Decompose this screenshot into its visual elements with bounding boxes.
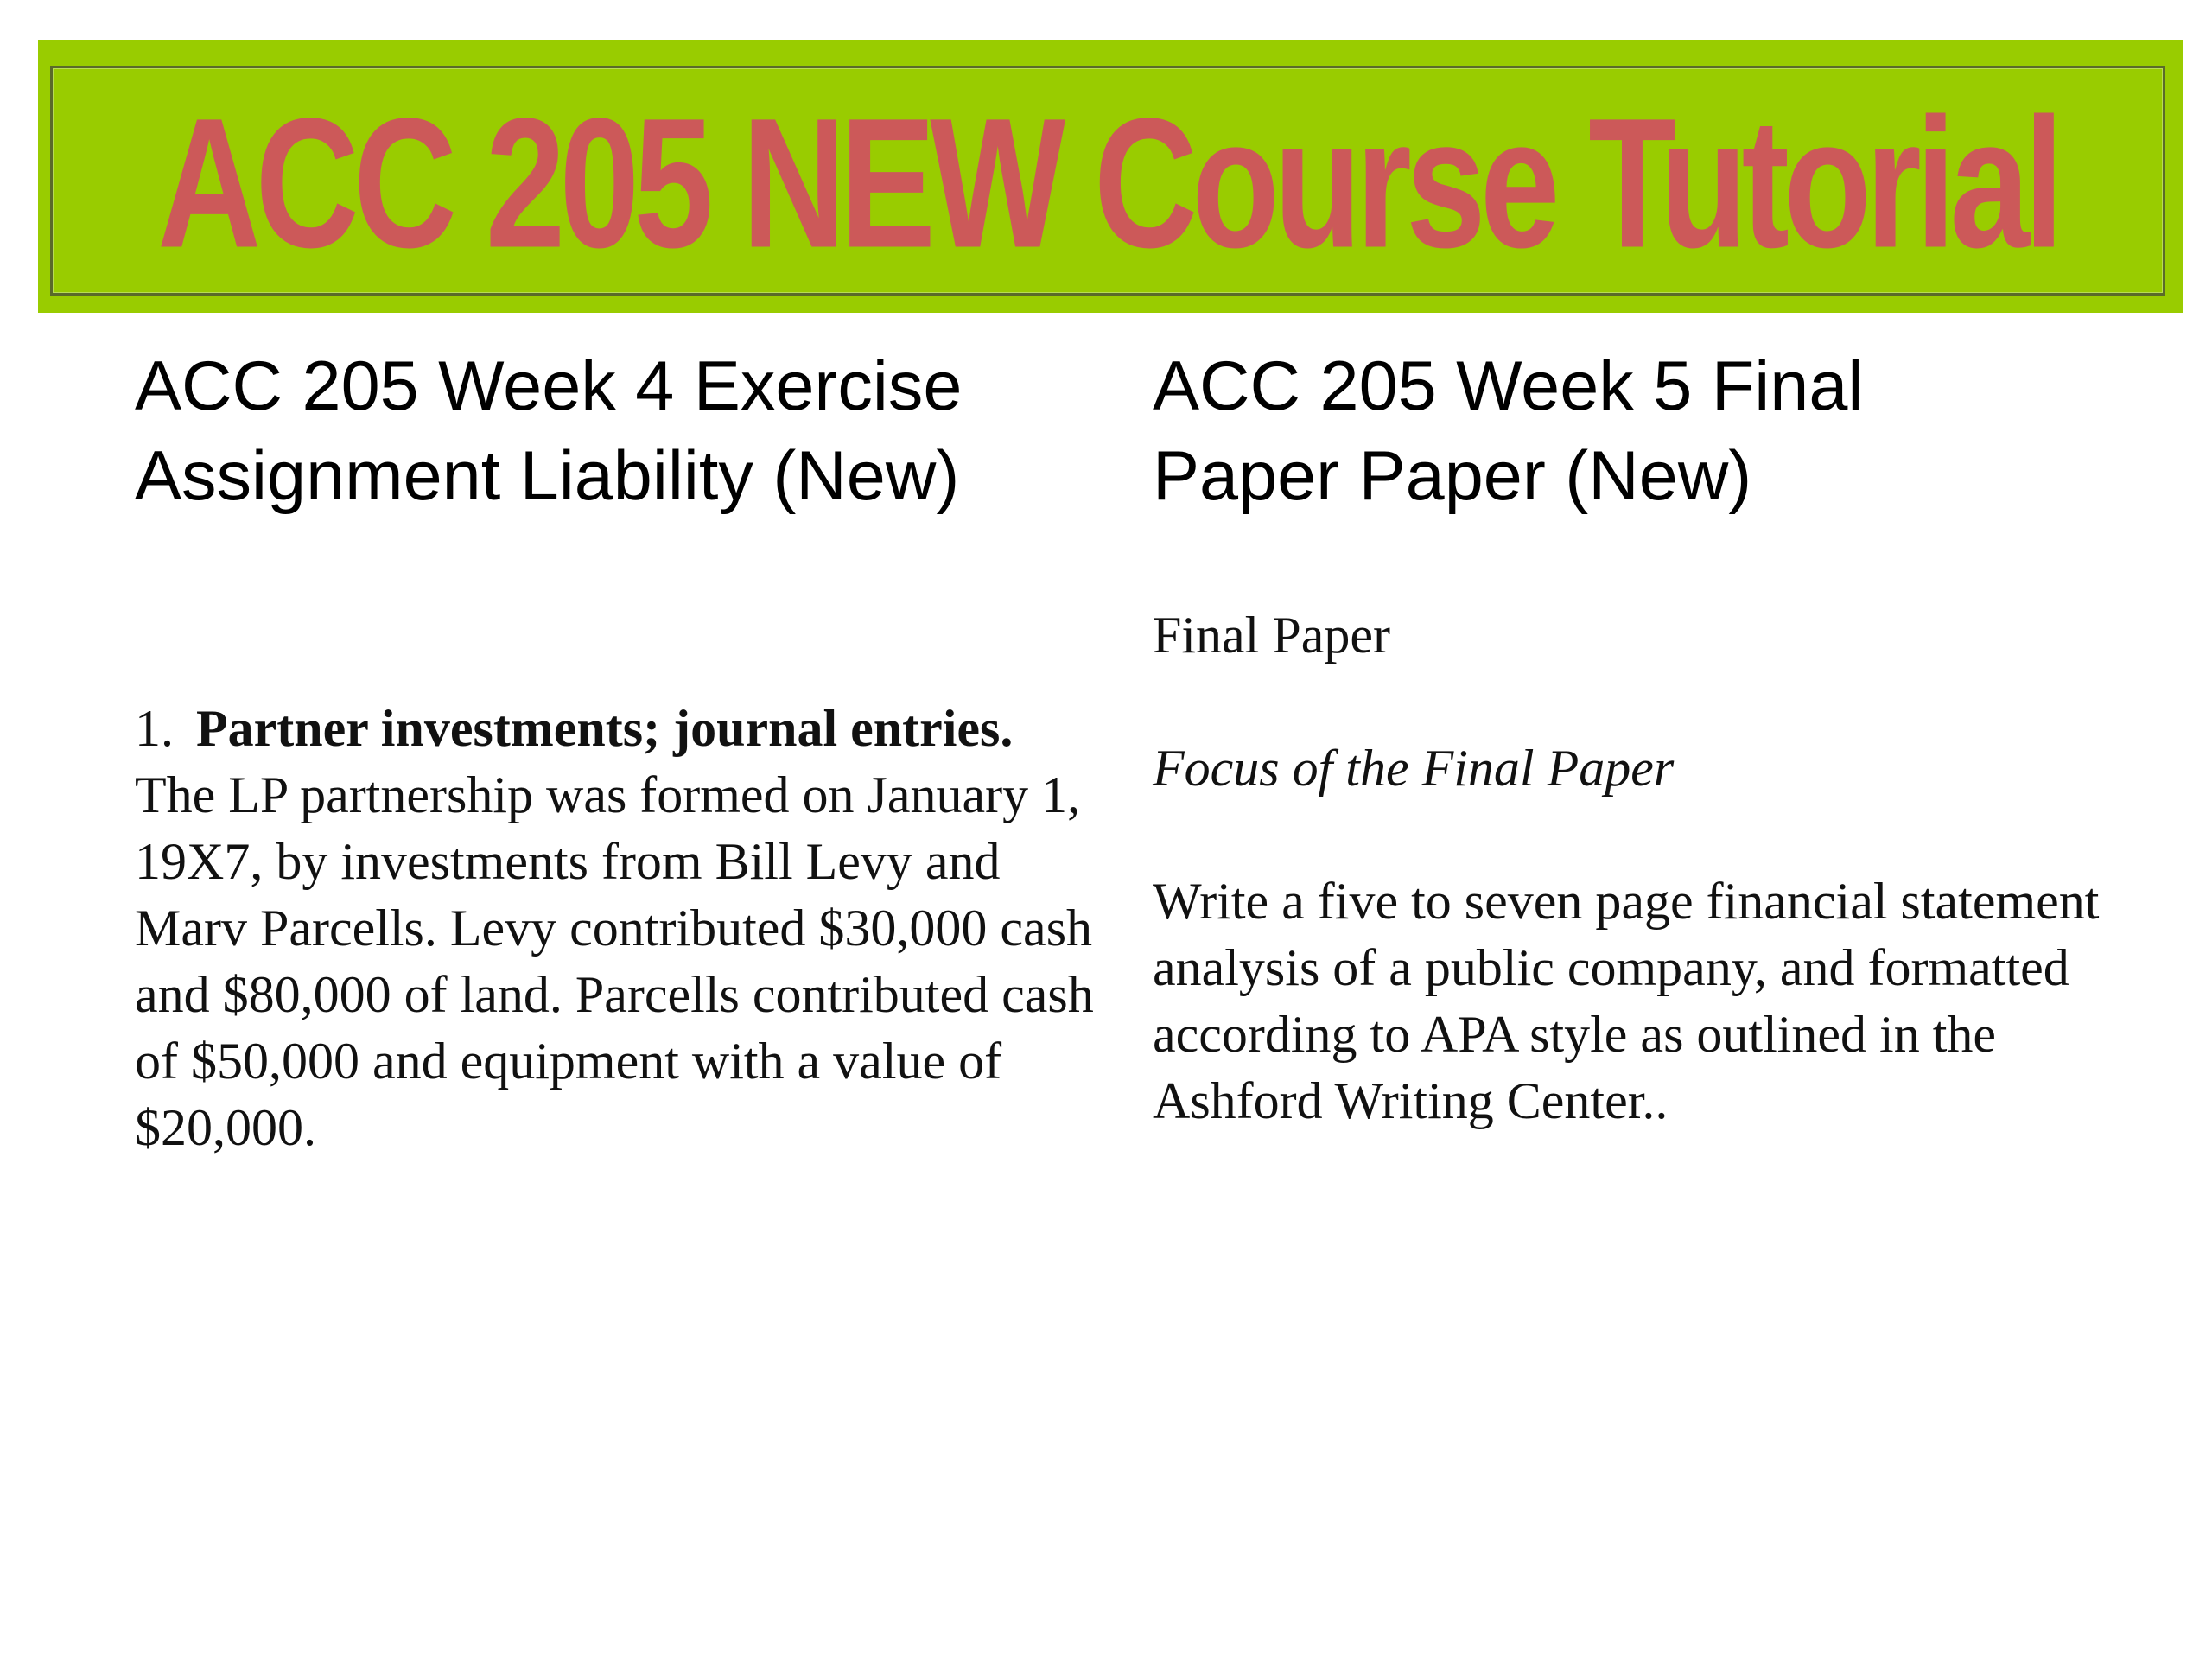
left-heading-line2: Assignment Liability (New)	[135, 437, 960, 515]
exercise-item	[135, 696, 1103, 1161]
page-title: ACC 205 NEW Course Tutorial	[157, 79, 2058, 286]
spacer	[1153, 802, 2172, 868]
title-banner	[38, 40, 2183, 313]
exercise-item-number: 1.	[135, 700, 174, 757]
title-banner-frame	[50, 66, 2165, 296]
right-column-heading	[1153, 341, 2146, 521]
exercise-item-title: Partner investments; journal entries.	[196, 700, 1014, 757]
left-heading-line1: ACC 205 Week 4 Exercise	[135, 347, 963, 425]
exercise-item-text: The LP partnership was formed on January 1, 19X7, by investments from Bill Levy and Marv Parcells. Levy contributed $30,000 cash and $80,000 of land. Parcells contributed cash of $50,000 and equipment with a value of $20,000.	[135, 766, 1094, 1156]
right-heading-line1: ACC 205 Week 5 Final	[1153, 347, 1864, 425]
right-heading-line2: Paper Paper (New)	[1153, 437, 1752, 515]
final-paper-description: Write a five to seven page financial statement analysis of a public company, and formatted according to APA style as outlined in the Ashford Writing Center..	[1153, 873, 2100, 1129]
left-column	[135, 341, 1094, 1156]
right-column-body	[1153, 602, 2172, 1135]
left-column-heading	[135, 341, 1094, 521]
left-column-body	[135, 696, 1103, 1161]
final-paper-label: Final Paper	[1153, 607, 1390, 664]
right-column	[1153, 341, 2146, 1129]
spacer	[1153, 669, 2172, 735]
final-paper-focus: Focus of the Final Paper	[1153, 740, 1675, 797]
